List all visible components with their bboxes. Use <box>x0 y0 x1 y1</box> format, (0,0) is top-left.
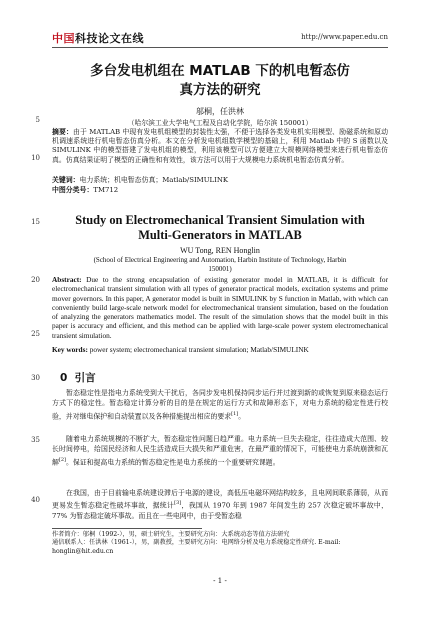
citation-1[interactable]: [1] <box>231 410 239 417</box>
footnote-email[interactable]: honglin@hit.edu.cn <box>52 547 114 555</box>
section-number: 0 <box>60 372 68 384</box>
intro-p1-end: 。 <box>238 411 246 420</box>
site-url[interactable]: http://www.paper.edu.cn <box>301 33 388 41</box>
intro-paragraph-2 <box>52 434 388 467</box>
page-number: - 1 - <box>213 577 227 585</box>
en-affiliation-line1: (School of Electrical Engineering and Automation, Harbin Institute of Technology, Harbin <box>93 256 347 264</box>
intro-p2-end: 。保证和提高电力系统的暂态稳定性是电力系统的一个重要研究课题。 <box>65 457 280 466</box>
line-number-30: 30 <box>31 374 40 382</box>
en-title-line1: Study on Electromechanical Transient Simulation with <box>75 213 365 227</box>
intro-p3-end: ，我国从 1970 年到 1987 年间发生的 257 次稳定破坏事故中，77% 为暂态稳定破坏事故。而且在一些电网中，由于受暂态稳 <box>52 501 389 520</box>
en-keywords-label: Key words: <box>52 345 88 354</box>
line-number-15: 15 <box>31 218 40 226</box>
citation-2[interactable]: [2] <box>58 456 66 463</box>
cn-keywords-label: 关键词： <box>52 176 80 184</box>
line-number-35: 35 <box>31 436 40 444</box>
en-authors: WU Tong, REN Honglin <box>180 246 260 255</box>
cn-clc-text: TM712 <box>93 186 119 194</box>
intro-p2-text: 随着电力系统规模的不断扩大，暂态稳定性问题日趋严重。电力系统一旦失去稳定，往往造成大范围、较长时间停电，给国民经济和人民生活造成巨大损失和严重危害，在最严重的情况下，可能使电力系统崩溃和瓦解 <box>52 435 388 466</box>
footnotes <box>52 531 388 556</box>
en-abstract-label: Abstract: <box>52 275 82 284</box>
cn-keywords-text: 电力系统；机电暂态仿真；Matlab/SIMULINK <box>79 176 229 184</box>
cn-abstract-text: 由于 MATLAB 中现有发电机组模型的封装性太强，不便于选择各类发电机实用模型、励磁系统和原动机调速系统进行机电暂态仿真分析。本文在分析发电机组数学模型的基础上，利用 Matlab 中的 S 函数以及 SIMULINK 中的模型搭建了发电机组的模型，利用该模型可以方便建立大规模网络模型来进行机电暂态仿真。仿真结果证明了模型的正确性和有效性，该方法可以用于大规模电力系统机电暂态仿真分析。 <box>52 128 389 164</box>
cn-title-line2: 真方法的研究 <box>179 82 261 98</box>
line-number-20: 20 <box>31 276 40 284</box>
en-keywords <box>52 345 388 354</box>
logo-text-black: 科技论文在线 <box>75 32 144 45</box>
journal-logo <box>52 30 144 46</box>
footnote-contact: 通信联系人：任洪林（1961-），男，副教授，主要研究方向：电网络分析及电力系统稳定性研究. E-mail: <box>52 539 341 547</box>
cn-authors: 邬桐，任洪林 <box>196 107 244 116</box>
header-rule <box>52 47 388 48</box>
section-title: 引言 <box>74 372 96 384</box>
intro-p3-text: 在我国，由于目前输电系统建设滞后于电源的建设，高低压电磁环网结构较多，且电网间联系薄弱，从而更易发生暂态稳定性破坏事故，据统计 <box>52 489 388 510</box>
intro-p1-text: 暂态稳定性是指电力系统受到大干扰后，各同步发电机保持同步运行并过渡到新的或恢复到原来稳态运行方式下的稳定性。暂态稳定计算分析的目的是在规定的运行方式和故障形态下，对电力系统的稳定性进行校验，并对继电保护和自动装置以及各种措施提出相应的要求 <box>52 389 388 420</box>
cn-abstract-label: 摘要： <box>52 128 73 136</box>
line-number-10: 10 <box>31 154 40 162</box>
cn-abstract <box>52 128 388 165</box>
intro-paragraph-1 <box>52 388 388 421</box>
logo-text-red: 中国 <box>52 32 75 45</box>
en-affiliation-line2: 150001) <box>208 265 232 273</box>
line-number-5: 5 <box>35 116 40 124</box>
cn-keywords <box>52 176 388 185</box>
en-title <box>52 213 388 243</box>
en-title-line2: Multi-Generators in MATLAB <box>138 228 302 242</box>
en-keywords-text: power system; electromechanical transient simulation; Matlab/SIMULINK <box>89 345 309 354</box>
page-header <box>52 30 388 46</box>
cn-title-line1: 多台发电机组在 MATLAB 下的机电暂态仿 <box>90 63 350 79</box>
footnote-rule <box>52 528 202 529</box>
cn-clc-label: 中图分类号： <box>52 186 94 194</box>
section-heading <box>60 370 96 385</box>
en-abstract <box>52 275 388 340</box>
footnote-author-bio: 作者简介：邬桐（1992-），男，硕士研究生，主要研究方向：大系统动态等值方法研究 <box>52 531 290 538</box>
cn-title <box>52 62 388 100</box>
intro-paragraph-3 <box>52 488 388 521</box>
citation-3[interactable]: [3] <box>174 500 182 507</box>
en-affiliation <box>52 256 388 274</box>
line-number-25: 25 <box>31 330 40 338</box>
en-abstract-text: Due to the strong encapsulation of existing generator model in MATLAB, it is difficult for electromechanical transient simulation with all types of generator practical models, excitation systems and prime mover governors. In this paper, A generator model is built in SIMULINK by S function in Matlab, with which can conveniently build large-scale network model for electromechanical transient simulation, based on the foudation of analyzing the generators mathematics model. The result of the simulation shows that the model built in this paper is accuracy and efficient, and this method can be applied with large-scale power system electromechanical transient simulation. <box>52 275 389 340</box>
cn-affiliation: （哈尔滨工业大学电气工程及自动化学院，哈尔滨 150001） <box>127 119 313 127</box>
line-number-40: 40 <box>31 496 40 504</box>
cn-clc <box>52 186 388 195</box>
